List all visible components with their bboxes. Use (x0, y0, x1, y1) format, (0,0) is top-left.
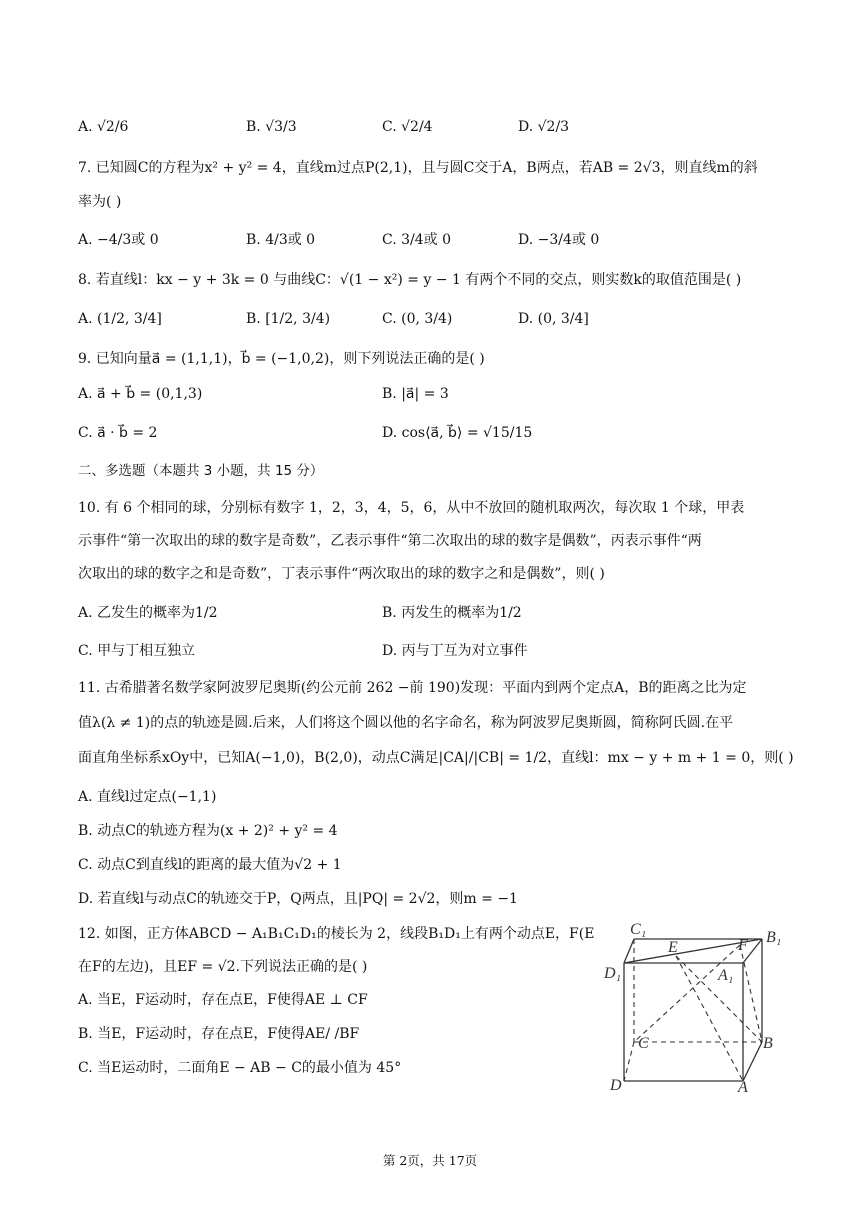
label-b: B (763, 1035, 773, 1052)
q6-option-b: B. √3/3 (246, 119, 297, 135)
q8-option-c: C. (0, 3/4) (382, 311, 453, 327)
q10-option-c: C. 甲与丁相互独立 (78, 643, 196, 659)
q11-stem-line3: 面直角坐标系xOy中，已知A(−1,0)，B(2,0)，动点C满足|CA|/|CB| = 1/2，直线l：mx − y + m + 1 = 0，则( ) (78, 750, 794, 766)
q12-stem-line2: 在F的左边)，且EF = √2.下列说法正确的是( ) (78, 959, 368, 975)
q6-option-d: D. √2/3 (518, 119, 570, 135)
q6-option-c: C. √2/4 (382, 119, 433, 135)
q9-stem: 9. 已知向量a⃗ = (1,1,1)，b⃗ = (−1,0,2)，则下列说法正确的是( ) (78, 351, 485, 367)
q10-option-a: A. 乙发生的概率为1/2 (78, 605, 218, 621)
q11-stem-line2: 值λ(λ ≠ 1)的点的轨迹是圆.后来，人们将这个圆以他的名字命名，称为阿波罗尼奥斯圆，简称阿氏圆.在平 (78, 715, 734, 731)
q7-stem-line2: 率为( ) (78, 194, 122, 210)
cube-figure (600, 918, 790, 1096)
q9-option-b: B. |a⃗| = 3 (382, 386, 449, 402)
label-b1: B₁ (766, 929, 782, 946)
q12-stem-line1: 12. 如图，正方体ABCD − A₁B₁C₁D₁的棱长为 2，线段B₁D₁上有两个动点E，F(E (78, 926, 595, 942)
q12-option-b: B. 当E，F运动时，存在点E，F使得AE/ /BF (78, 1026, 360, 1042)
label-c: C (638, 1035, 649, 1052)
q11-option-d: D. 若直线l与动点C的轨迹交于P，Q两点，且|PQ| = 2√2，则m = −1 (78, 891, 518, 907)
page-footer: 第 2页，共 17页 (382, 1153, 478, 1168)
q7-option-b: B. 4/3或 0 (246, 232, 316, 248)
label-d1: D₁ (604, 965, 622, 982)
label-c1: C₁ (630, 921, 647, 938)
q8-option-a: A. (1/2, 3/4] (78, 311, 162, 327)
label-e: E (668, 939, 678, 956)
q10-option-d: D. 丙与丁互为对立事件 (382, 643, 528, 659)
q8-option-b: B. [1/2, 3/4) (246, 311, 331, 327)
q7-option-a: A. −4/3或 0 (78, 232, 159, 248)
q11-option-c: C. 动点C到直线l的距离的最大值为√2 + 1 (78, 857, 342, 873)
label-f: F (738, 937, 748, 954)
q10-stem-line1: 10. 有 6 个相同的球，分别标有数字 1，2，3，4，5，6，从中不放回的随机取两次，每次取 1 个球，甲表 (78, 500, 745, 516)
q7-option-d: D. −3/4或 0 (518, 232, 600, 248)
q9-option-d: D. cos⟨a⃗, b⃗⟩ = √15/15 (382, 425, 533, 441)
q8-option-d: D. (0, 3/4] (518, 311, 589, 327)
q9-option-c: C. a⃗ · b⃗ = 2 (78, 425, 158, 441)
q11-option-a: A. 直线l过定点(−1,1) (78, 789, 217, 805)
q6-option-a: A. √2/6 (78, 119, 129, 135)
q10-stem-line3: 次取出的球的数字之和是奇数”，丁表示事件“两次取出的球的数字之和是偶数”，则( ) (78, 566, 605, 582)
q12-option-a: A. 当E，F运动时，存在点E，F使得AE ⊥ CF (78, 992, 368, 1008)
q7-stem-line1: 7. 已知圆C的方程为x² + y² = 4，直线m过点P(2,1)，且与圆C交于A，B两点，若AB = 2√3，则直线m的斜 (78, 160, 758, 176)
q9-option-a: A. a⃗ + b⃗ = (0,1,3) (78, 386, 203, 402)
q12-option-c: C. 当E运动时，二面角E − AB − C的最小值为 45° (78, 1060, 402, 1076)
label-a1: A₁ (718, 967, 734, 984)
q10-stem-line2: 示事件“第一次取出的球的数字是奇数”，乙表示事件“第二次取出的球的数字是偶数”，丙表示事件“两 (78, 533, 702, 549)
q11-stem-line1: 11. 古希腊著名数学家阿波罗尼奥斯(约公元前 262 −前 190)发现：平面内到两个定点A，B的距离之比为定 (78, 680, 747, 696)
section-heading-multiple-choice: 二、多选题（本题共 3 小题，共 15 分） (78, 463, 324, 479)
label-a: A (738, 1079, 748, 1096)
q11-option-b: B. 动点C的轨迹方程为(x + 2)² + y² = 4 (78, 823, 338, 839)
q10-option-b: B. 丙发生的概率为1/2 (382, 605, 522, 621)
label-d: D (610, 1077, 622, 1094)
q7-option-c: C. 3/4或 0 (382, 232, 452, 248)
q8-stem: 8. 若直线l：kx − y + 3k = 0 与曲线C：√(1 − x²) = y − 1 有两个不同的交点，则实数k的取值范围是( ) (78, 272, 742, 288)
